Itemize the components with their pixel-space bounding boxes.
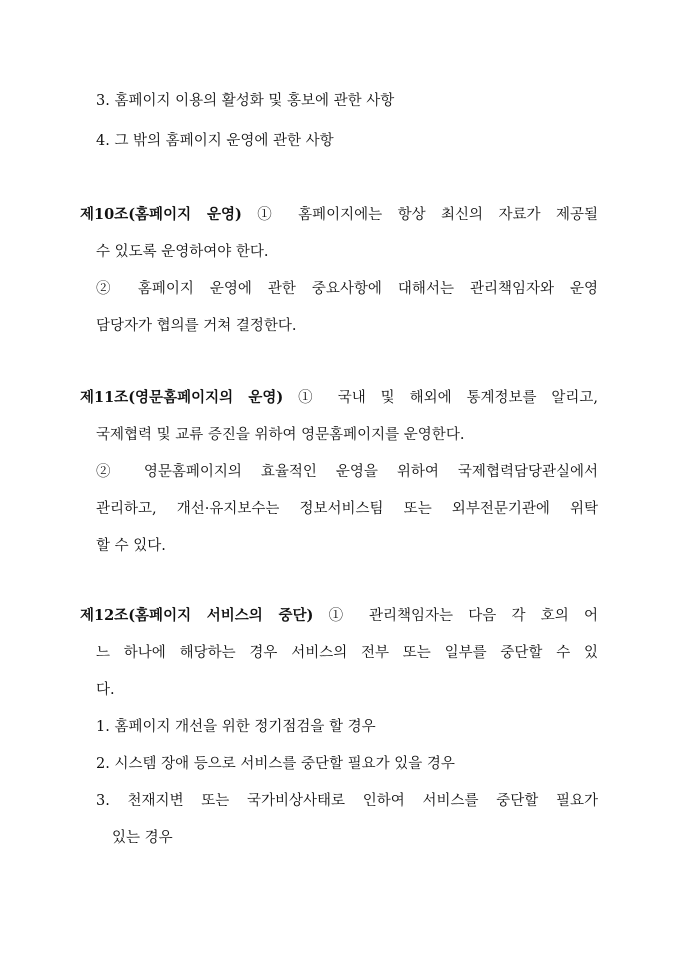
- article-10-line-2: 수 있도록 운영하여야 한다.: [96, 244, 269, 260]
- article-11-line-2: 국제협력 및 교류 증진을 위하여 영문홈페이지를 운영한다.: [96, 427, 465, 443]
- article-10-line-1-text: ① 홈페이지에는 항상 최신의 자료가 제공될: [241, 207, 598, 223]
- article-11-line-3: ② 영문홈페이지의 효율적인 운영을 위하여 국제협력담당관실에서: [96, 464, 598, 480]
- article-10-heading: 제10조(홈페이지 운영): [80, 206, 242, 223]
- article-12-item-1: 1. 홈페이지 개선을 위한 정기점검을 할 경우: [96, 719, 376, 735]
- prev-item-4: 4. 그 밖의 홈페이지 운영에 관한 사항: [96, 133, 334, 149]
- article-12-line-1: [80, 606, 598, 626]
- article-12-item-2: 2. 시스템 장애 등으로 서비스를 중단할 필요가 있을 경우: [96, 756, 455, 772]
- article-11-heading: 제11조(영문홈페이지의 운영): [80, 389, 284, 406]
- article-11-line-5: 할 수 있다.: [96, 538, 166, 554]
- article-12-heading: 제12조(홈페이지 서비스의 중단): [80, 607, 314, 624]
- article-12-item-3: 3. 천재지변 또는 국가비상사태로 인하여 서비스를 중단할 필요가: [96, 793, 598, 809]
- article-12-item-3-cont: 있는 경우: [112, 830, 173, 846]
- article-11-line-4: 관리하고, 개선·유지보수는 정보서비스팀 또는 외부전문기관에 위탁: [96, 501, 598, 517]
- article-11-line-1: [80, 388, 598, 408]
- article-12-line-3: 다.: [96, 682, 115, 698]
- article-12-line-1-text: ① 관리책임자는 다음 각 호의 어: [313, 608, 598, 624]
- article-12-line-2: 느 하나에 해당하는 경우 서비스의 전부 또는 일부를 중단할 수 있: [96, 645, 598, 661]
- article-10-line-4: 담당자가 협의를 거쳐 결정한다.: [96, 318, 297, 334]
- article-11-line-1-text: ① 국내 및 해외에 통계정보를 알리고,: [283, 390, 598, 406]
- prev-item-3: 3. 홈페이지 이용의 활성화 및 홍보에 관한 사항: [96, 93, 395, 109]
- article-10-line-3: ② 홈페이지 운영에 관한 중요사항에 대해서는 관리책임자와 운영: [96, 281, 598, 297]
- article-10-line-1: [80, 205, 598, 225]
